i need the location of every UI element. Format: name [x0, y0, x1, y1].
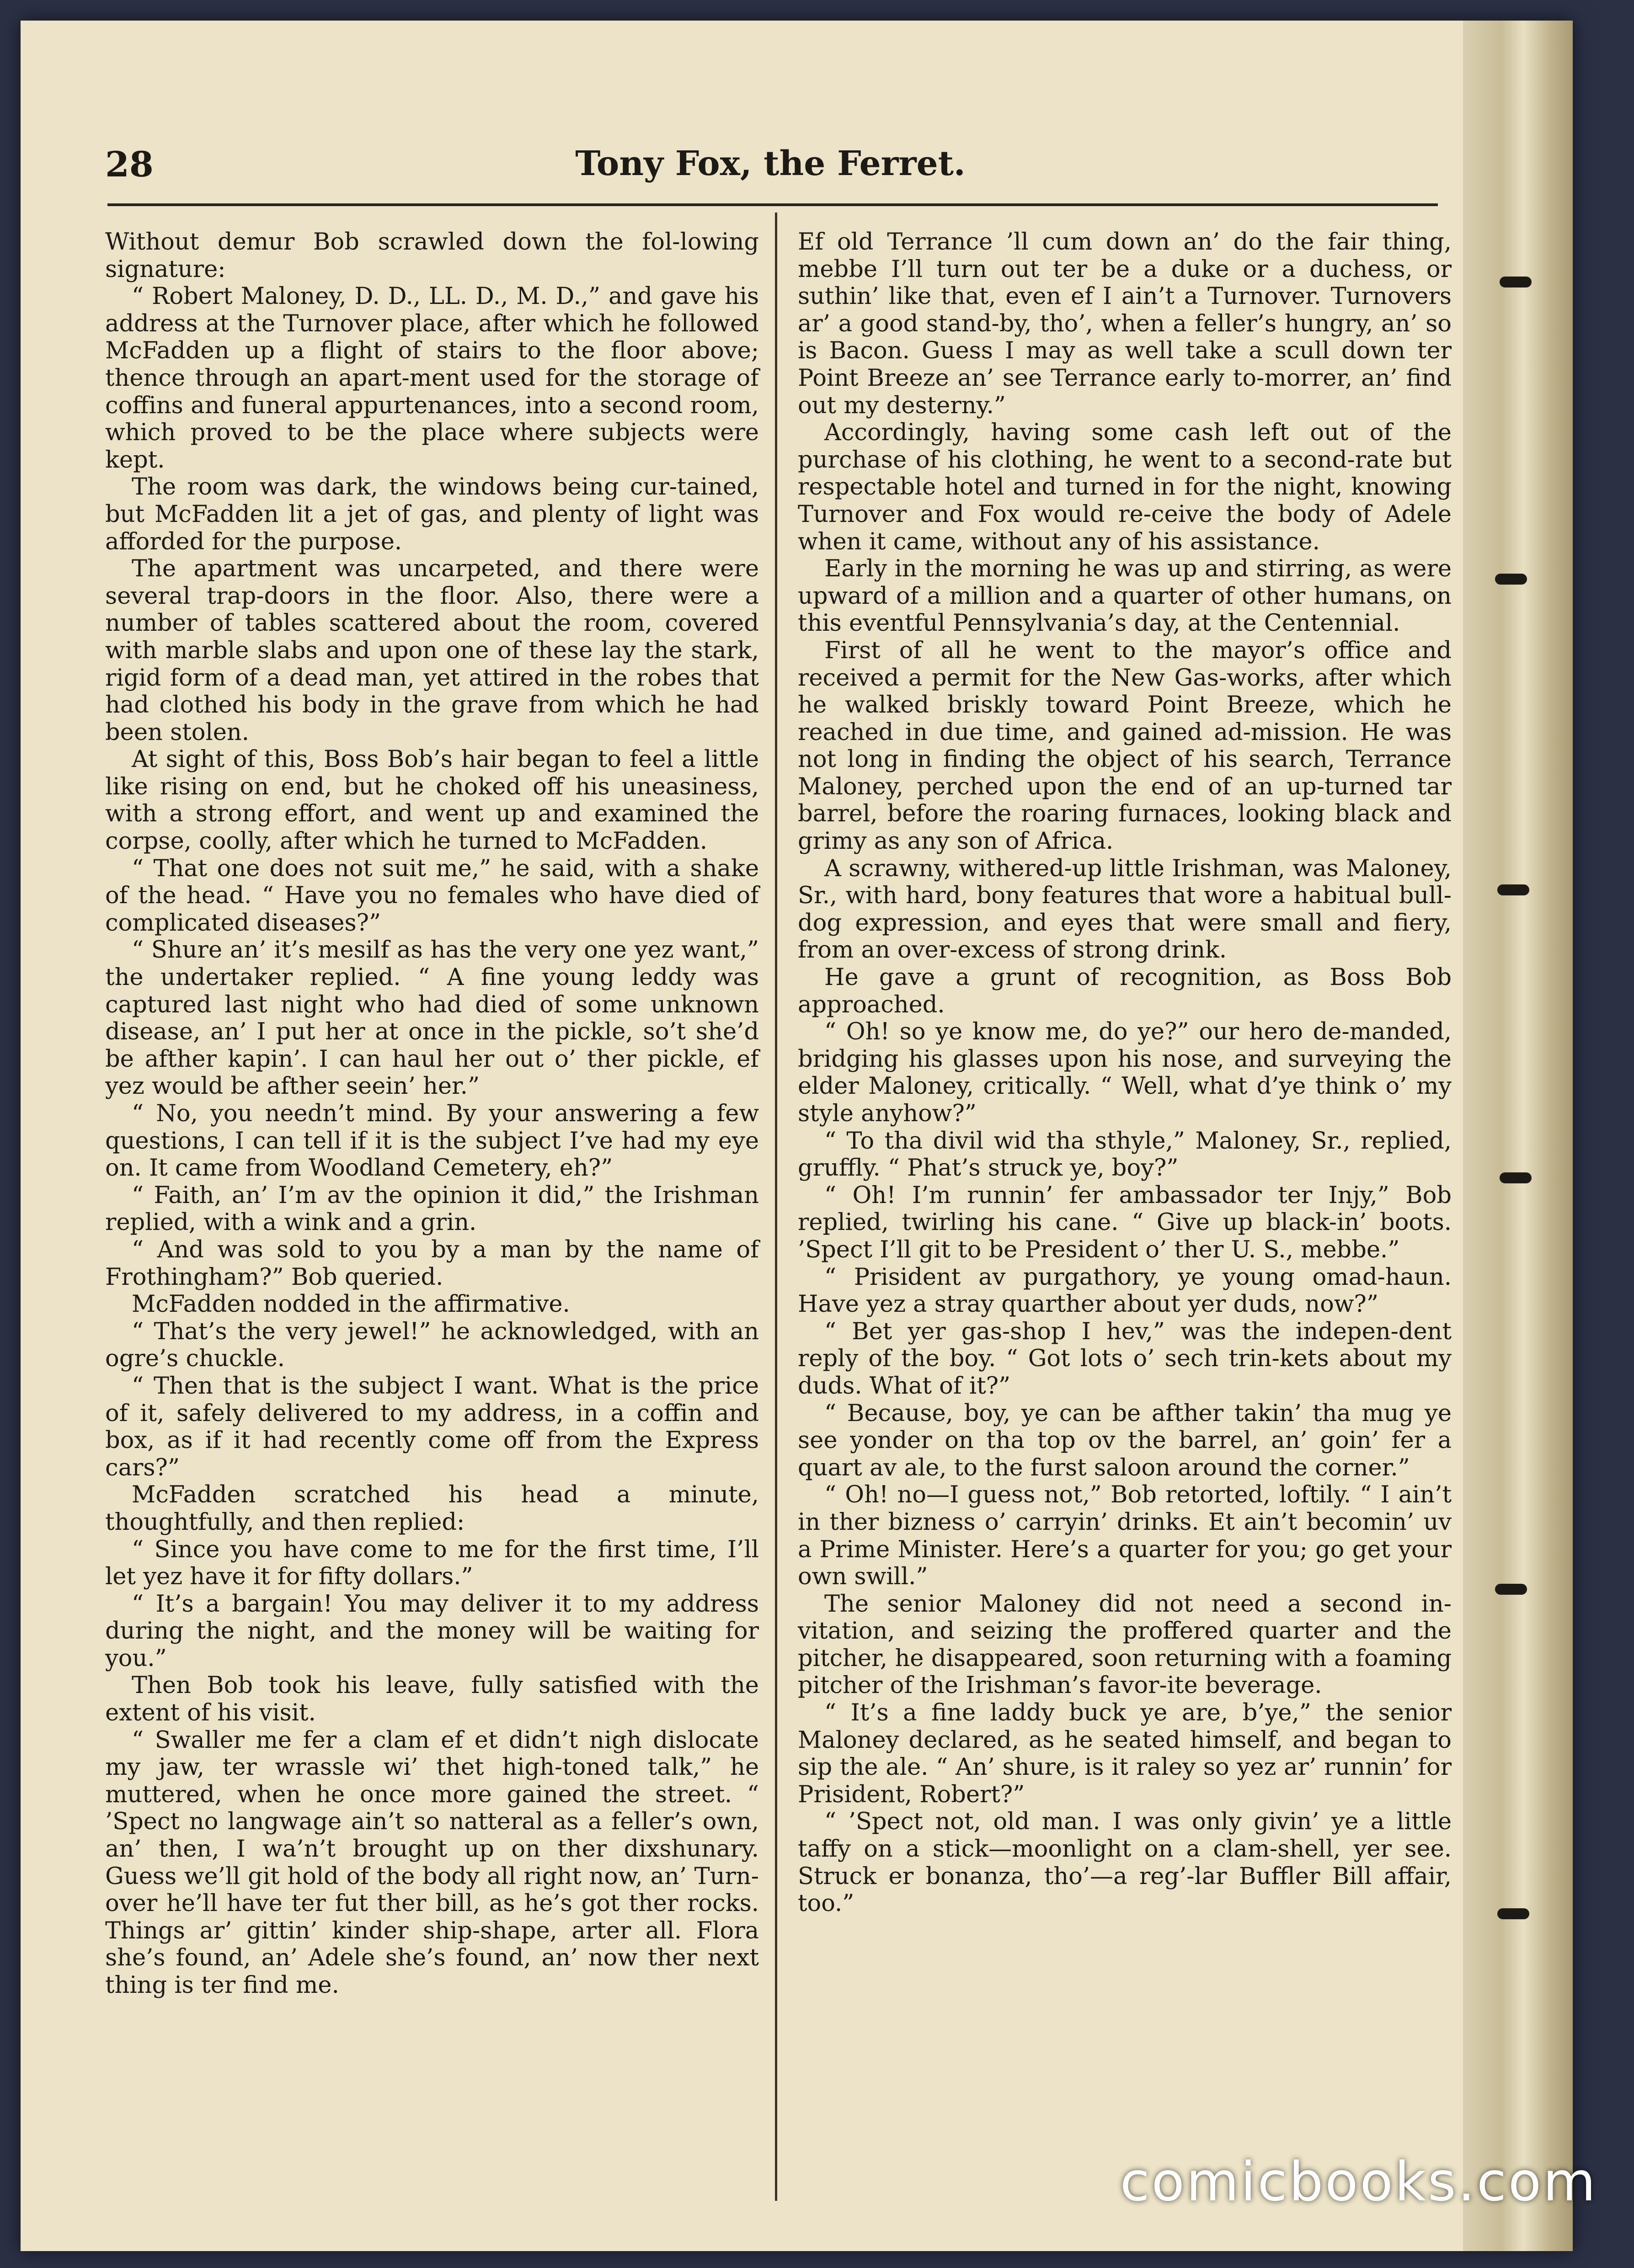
paragraph: McFadden nodded in the affirmative.	[132, 1291, 570, 1318]
paragraph: “ ’Spect not, old man. I was only givin’ ye a little taffy on a stick—moonlight on a clam-shell, yer see. Struck er bonanza, tho’—a reg’-lar Buffler Bill affair, too.”	[798, 1808, 1452, 1917]
paragraph: “ Oh! so ye know me, do ye?” our hero de-manded, bridging his glasses upon his nose, and surveying the elder Maloney, critically. “ Well, what d’ye think o’ my style anyhow?”	[798, 1018, 1452, 1127]
binding-stitch	[1495, 574, 1527, 585]
page-header	[105, 144, 1436, 208]
paragraph: “ It’s a bargain! You may deliver it to my address during the night, and the money will be waiting for you.”	[105, 1590, 759, 1672]
paragraph: “ Prisident av purgathory, ye young omad-haun. Have yez a stray quarther about yer duds, now?”	[798, 1263, 1452, 1318]
paragraph: “ Faith, an’ I’m av the opinion it did,” the Irishman replied, with a wink and a grin.	[105, 1182, 759, 1236]
paragraph: Ef old Terrance ’ll cum down an’ do the fair thing, mebbe I’ll turn out ter be a duke or a duchess, or suthin’ like that, even ef I ain’t a Turnover. Turnovers ar’ a good stand-by, tho’, when a feller’s hungry, an’ so is Bacon. Guess I may as well take a scull down ter Point Breeze an’ see Terrance early to-morrer, an’ find out my desterny.”	[798, 229, 1452, 419]
paragraph: McFadden scratched his head a minute, thoughtfully, and then replied:	[105, 1481, 759, 1536]
paragraph: Early in the morning he was up and stirring, as were upward of a million and a quarter of other humans, on this eventful Pennsylvania’s day, at the Centennial.	[798, 555, 1452, 637]
page-number: 28	[105, 144, 154, 185]
binding-stitch	[1500, 277, 1532, 287]
right-column	[798, 229, 1452, 1917]
running-title: Tony Fox, the Ferret.	[575, 144, 966, 183]
binding-stitch	[1497, 1908, 1529, 1919]
paragraph: “ And was sold to you by a man by the name of Frothingham?” Bob queried.	[105, 1236, 759, 1291]
paragraph: “ That’s the very jewel!” he acknowledged, with an ogre’s chuckle.	[105, 1318, 759, 1373]
paragraph: First of all he went to the mayor’s office and received a permit for the New Gas-works, after which he walked briskly toward Point Breeze, which he reached in due time, and gained ad-mission. He was not long in finding the object of his search, Terrance Maloney, perched upon the end of an up-turned tar barrel, before the roaring furnaces, looking black and grimy as any son of Africa.	[798, 637, 1452, 855]
left-column	[105, 229, 759, 1999]
paragraph: The senior Maloney did not need a second in-vitation, and seizing the proffered quarter and the pitcher, he disappeared, soon returning with a foaming pitcher of the Irishman’s favor-ite beverage.	[798, 1590, 1452, 1699]
book-page	[21, 21, 1573, 2251]
paragraph: “ Since you have come to me for the first time, I’ll let yez have it for fifty dollars.”	[105, 1536, 759, 1591]
column-divider	[775, 213, 777, 2201]
paragraph: “ Then that is the subject I want. What is the price of it, safely delivered to my address, in a coffin and box, as if it had recently come off from the Express cars?”	[105, 1372, 759, 1481]
paragraph: “ Robert Maloney, D. D., LL. D., M. D.,” and gave his address at the Turnover place, after which he followed McFadden up a flight of stairs to the floor above; thence through an apart-ment used for the storage of coffins and funeral appurtenances, into a second room, which proved to be the place where subjects were kept.	[105, 283, 759, 474]
paragraph: “ To tha divil wid tha sthyle,” Maloney, Sr., replied, gruffly. “ Phat’s struck ye, boy?”	[798, 1127, 1452, 1182]
paragraph: Without demur Bob scrawled down the fol-lowing signature:	[105, 229, 759, 283]
paragraph: “ Oh! I’m runnin’ fer ambassador ter Injy,” Bob replied, twirling his cane. “ Give up black-in’ boots. ’Spect I’ll git to be President o’ ther U. S., mebbe.”	[798, 1182, 1452, 1263]
paragraph: The room was dark, the windows being cur-tained, but McFadden lit a jet of gas, and plenty of light was afforded for the purpose.	[105, 474, 759, 555]
paragraph: At sight of this, Boss Bob’s hair began to feel a little like rising on end, but he choked off his uneasiness, with a strong effort, and went up and examined the corpse, coolly, after which he turned to McFadden.	[105, 746, 759, 855]
paragraph: “ Because, boy, ye can be afther takin’ tha mug ye see yonder on tha top ov the barrel, an’ goin’ fer a quart av ale, to the furst saloon around the corner.”	[798, 1400, 1452, 1481]
paragraph: “ It’s a fine laddy buck ye are, b’ye,” the senior Maloney declared, as he seated himself, and began to sip the ale. “ An’ shure, is it raley so yez ar’ runnin’ for Prisident, Robert?”	[798, 1699, 1452, 1808]
paragraph: The apartment was uncarpeted, and there were several trap-doors in the floor. Also, there were a number of tables scattered about the room, covered with marble slabs and upon one of these lay the stark, rigid form of a dead man, yet attired in the robes that had clothed his body in the grave from which he had been stolen.	[105, 555, 759, 746]
paragraph: “ Oh! no—I guess not,” Bob retorted, loftily. “ I ain’t in ther bizness o’ carryin’ drinks. Et ain’t becomin’ uv a Prime Minister. Here’s a quarter for you; go get your own swill.”	[798, 1481, 1452, 1591]
paragraph: A scrawny, withered-up little Irishman, was Maloney, Sr., with hard, bony features that wore a habitual bull-dog expression, and eyes that were small and fiery, from an over-excess of strong drink.	[798, 855, 1452, 964]
binding-stitch	[1497, 884, 1529, 895]
binding-stitch	[1495, 1584, 1527, 1595]
paragraph: “ Swaller me fer a clam ef et didn’t nigh dislocate my jaw, ter wrassle wi’ thet high-toned talk,” he muttered, when he once more gained the street. “ ’Spect no langwage ain’t so natteral as a feller’s own, an’ then, I wa’n’t brought up on ther dixshunary. Guess we’ll git hold of the body all right now, an’ Turn-over he’ll have ter fut ther bill, as he’s got ther rocks. Things ar’ gittin’ kinder ship-shape, arter all. Flora she’s found, an’ Adele she’s found, an’ now ther next thing is ter find me.	[105, 1726, 759, 1999]
paragraph: “ No, you needn’t mind. By your answering a few questions, I can tell if it is the subject I’ve had my eye on. It came from Woodland Cemetery, eh?”	[105, 1100, 759, 1182]
site-watermark: comicbooks.com	[1120, 2150, 1597, 2213]
header-rule	[107, 203, 1438, 206]
binding-stitch	[1500, 1172, 1532, 1183]
paragraph: He gave a grunt of recognition, as Boss Bob approached.	[798, 964, 1452, 1018]
paragraph: “ Shure an’ it’s mesilf as has the very one yez want,” the undertaker replied. “ A fine young leddy was captured last night who had died of some unknown disease, an’ I put her at once in the pickle, so’t she’d be afther kapin’. I can haul her out o’ ther pickle, ef yez would be afther seein’ her.”	[105, 937, 759, 1100]
paragraph: Accordingly, having some cash left out of the purchase of his clothing, he went to a second-rate but respectable hotel and turned in for the night, knowing Turnover and Fox would re-ceive the body of Adele when it came, without any of his assistance.	[798, 419, 1452, 555]
paragraph: Then Bob took his leave, fully satisfied with the extent of his visit.	[105, 1672, 759, 1727]
paragraph: “ Bet yer gas-shop I hev,” was the indepen-dent reply of the boy. “ Got lots o’ sech trin-kets about my duds. What of it?”	[798, 1318, 1452, 1400]
paragraph: “ That one does not suit me,” he said, with a shake of the head. “ Have you no females who have died of complicated diseases?”	[105, 855, 759, 937]
